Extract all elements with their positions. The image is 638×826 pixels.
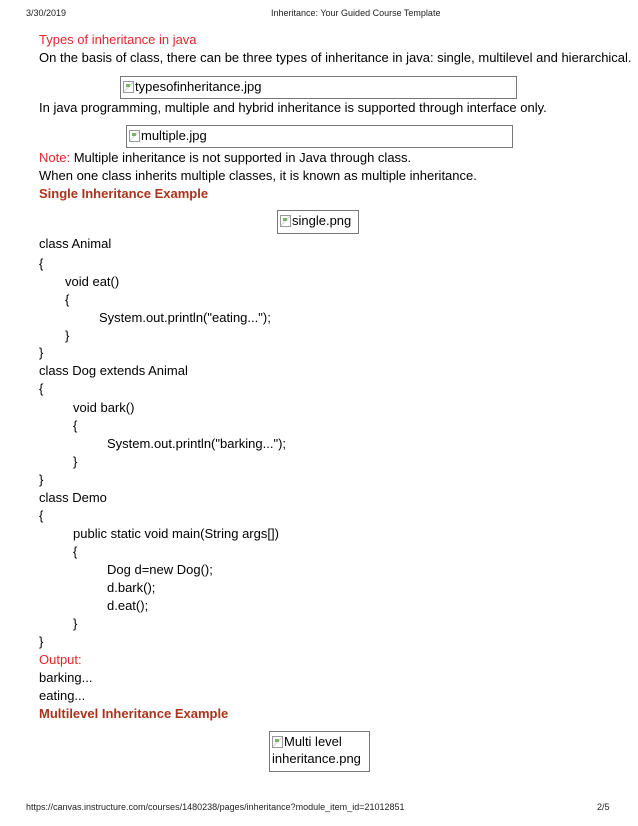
broken-image-icon xyxy=(129,130,140,142)
code-line: } xyxy=(39,472,44,487)
code-line: d.eat(); xyxy=(107,598,149,613)
image-single xyxy=(277,210,359,234)
image-multiple xyxy=(126,125,513,148)
multiple-inheritance-text: When one class inherits multiple classes, it is known as multiple inheritance. xyxy=(39,168,477,183)
output-label: Output: xyxy=(39,652,82,667)
image-alt-text: single.png xyxy=(292,213,352,228)
print-date: 3/30/2019 xyxy=(26,8,67,18)
code-line: { xyxy=(73,418,78,433)
page-number: 2/5 xyxy=(597,802,610,812)
note-label: Note: xyxy=(39,150,71,165)
broken-image-icon xyxy=(123,81,134,93)
code-line: class Animal xyxy=(39,236,112,251)
output-line: eating... xyxy=(39,688,86,703)
code-line: { xyxy=(39,508,44,523)
code-line: { xyxy=(39,381,44,396)
note-line xyxy=(39,150,411,166)
types-heading: Types of inheritance in java xyxy=(39,32,197,47)
code-line: { xyxy=(73,544,78,559)
print-title: Inheritance: Your Guided Course Template xyxy=(271,8,441,18)
broken-image-icon xyxy=(272,736,283,748)
code-line: public static void main(String args[]) xyxy=(73,526,279,541)
multilevel-inheritance-heading: Multilevel Inheritance Example xyxy=(39,706,229,721)
code-line: } xyxy=(65,328,70,343)
code-line: System.out.println("barking..."); xyxy=(107,436,287,451)
code-line: class Demo xyxy=(39,490,107,505)
broken-image-icon xyxy=(280,215,291,227)
output-line: barking... xyxy=(39,670,93,685)
code-line: class Dog extends Animal xyxy=(39,363,188,378)
interface-text: In java programming, multiple and hybrid inheritance is supported through interface only. xyxy=(39,100,547,115)
code-line: { xyxy=(65,292,70,307)
code-line: } xyxy=(73,616,78,631)
image-typesofinheritance xyxy=(120,76,517,99)
image-alt-text: typesofinheritance.jpg xyxy=(135,79,262,94)
code-line: void eat() xyxy=(65,274,120,289)
code-line: Dog d=new Dog(); xyxy=(107,562,213,577)
single-inheritance-heading: Single Inheritance Example xyxy=(39,186,209,201)
code-line: void bark() xyxy=(73,400,135,415)
code-line: { xyxy=(39,256,44,271)
image-alt-text: multiple.jpg xyxy=(141,128,207,143)
image-alt-text: inheritance.png xyxy=(272,751,361,766)
note-text: Multiple inheritance is not supported in Java through class. xyxy=(70,150,412,165)
print-url: https://canvas.instructure.com/courses/1480238/pages/inheritance?module_item_id=21012851 xyxy=(26,802,405,812)
image-alt-text: Multi level xyxy=(284,734,342,749)
code-line: } xyxy=(39,634,44,649)
code-line: System.out.println("eating..."); xyxy=(99,310,271,325)
code-line: d.bark(); xyxy=(107,580,156,595)
code-line: } xyxy=(73,454,78,469)
image-multilevel xyxy=(269,731,370,772)
types-text: On the basis of class, there can be three types of inheritance in java: single, multilevel and hierarchical. xyxy=(39,50,632,65)
code-line: } xyxy=(39,345,44,360)
